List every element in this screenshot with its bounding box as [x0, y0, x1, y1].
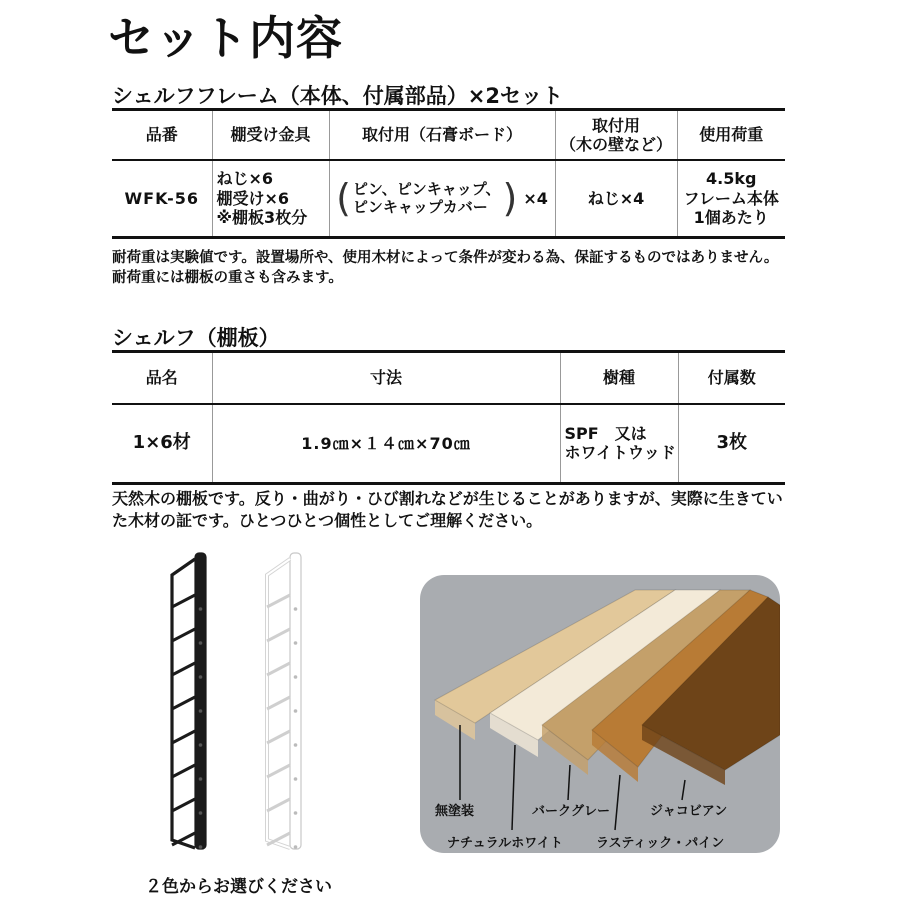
header-name: 品名 [112, 352, 212, 404]
load-subject: フレーム本体 [683, 188, 779, 208]
header-part-no: 品番 [112, 110, 212, 160]
table-row [112, 404, 785, 484]
load-value: 4.5kg [706, 169, 757, 189]
header-count: 付属数 [678, 352, 785, 404]
black-frame-image [172, 553, 206, 849]
bracket-note: ※棚板3枚分 [216, 207, 308, 227]
bracket-count: 棚受け×6 [216, 188, 290, 208]
bracket-cell [212, 160, 329, 238]
gypsum-line-1: ピン、ピンキャップ、 [352, 179, 501, 198]
shelf-section-heading: シェルフ（棚板） [112, 326, 280, 350]
label-unfinished: 無塗装 [435, 804, 475, 819]
wood-wall-cell: ねじ×4 [555, 160, 677, 238]
frame-section-heading: シェルフフレーム（本体、付属部品）×2セット [112, 84, 563, 108]
header-gypsum: 取付用（石膏ボード） [329, 110, 555, 160]
shelf-spec-table [112, 350, 785, 485]
frame-illustrations [150, 545, 330, 870]
page-title: セット内容 [108, 11, 343, 65]
shelf-size: 1.9㎝×１４㎝×70㎝ [212, 404, 560, 484]
frame-spec-table [112, 108, 785, 239]
shelf-name: 1×6材 [132, 432, 191, 454]
color-choice-caption: ２色からお選びください [145, 877, 332, 897]
label-natural-white: ナチュラルホワイト [447, 836, 563, 851]
shelf-count: 3枚 [678, 404, 785, 484]
label-jacobean: ジャコビアン [650, 804, 728, 819]
header-wood-type: 樹種 [560, 352, 678, 404]
right-paren-icon: ) [502, 176, 518, 221]
white-frame-image [267, 553, 301, 849]
load-cell [677, 160, 785, 238]
bracket-screws: ねじ×6 [216, 169, 274, 189]
table-row [112, 160, 785, 238]
label-rustic-pine: ラスティック・パイン [596, 836, 725, 851]
header-load: 使用荷重 [677, 110, 785, 160]
wood-note: 天然木の棚板です。反り・曲がり・ひび割れなどが生じることがありますが、実際に生きていた木材の証です。ひとつひとつ個性としてご理解ください。 [112, 489, 783, 531]
wood-type-line-1: SPF 又は [564, 424, 647, 444]
wood-type-line-2: ホワイトウッド [564, 443, 676, 463]
load-unit: 1個あたり [693, 207, 769, 227]
load-note: 耐荷重は実験値です。設置場所や、使用木材によって条件が変わる為、保証するものではありません。耐荷重には棚板の重さも含みます。 [112, 250, 779, 287]
label-bark-grey: バークグレー [532, 804, 611, 819]
part-number: WFK-56 [124, 188, 199, 208]
header-size: 寸法 [212, 352, 560, 404]
gypsum-qty: ×4 [523, 188, 548, 208]
wood-type-cell [560, 404, 678, 484]
header-bracket: 棚受け金具 [212, 110, 329, 160]
header-wood-wall: 取付用 （木の壁など） [555, 110, 677, 160]
left-paren-icon: ( [336, 176, 351, 221]
gypsum-cell [329, 160, 555, 238]
gypsum-line-2: ピンキャップカバー [352, 198, 488, 217]
